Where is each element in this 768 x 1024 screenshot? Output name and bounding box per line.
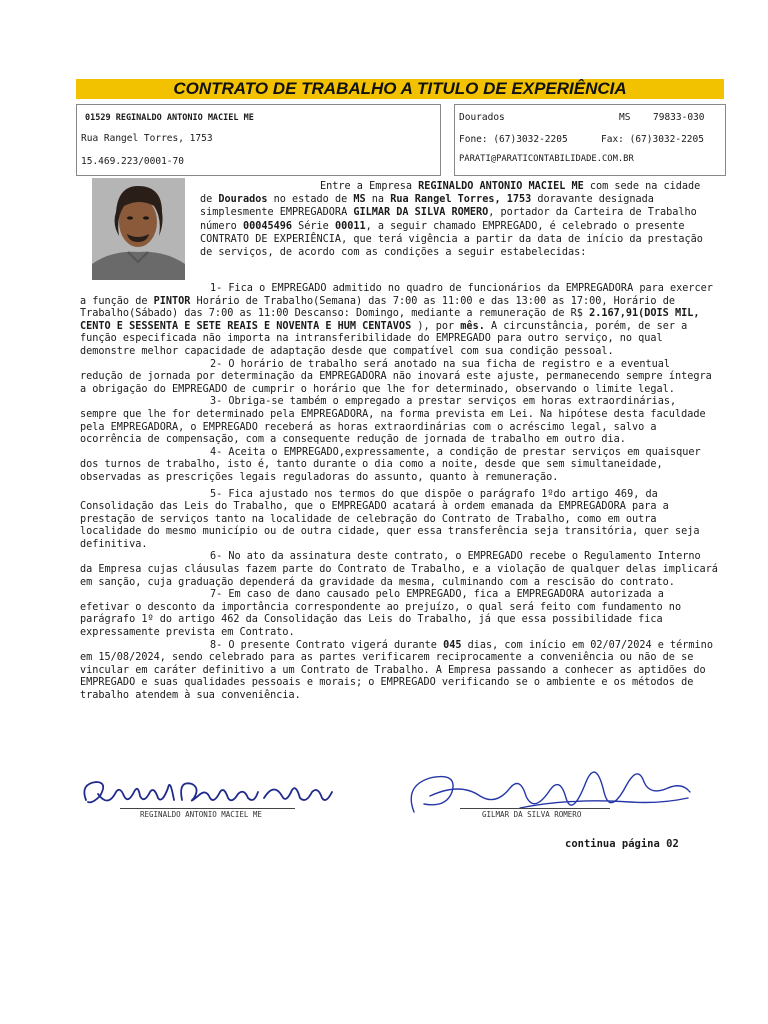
employee-photo — [92, 178, 185, 280]
city: Dourados — [218, 194, 268, 206]
contract-days: 045 — [443, 639, 462, 651]
office-city: Dourados — [459, 112, 505, 123]
employee-signature-name: GILMAR DA SILVA ROMERO — [482, 810, 582, 819]
clause-3: 3- Obriga-se também o empregado a prestar serviços em horas extraordinárias, sempre que lhe for determinado pela EMPREGADORA, na forma prevista em Lei. Na hipótese desta faculdade pela EMPREGADORA, o EMPREGADO receberá as horas extraordinárias com o acréscimo legal, salvo a ocorrência de compensação, com a consequente redução de jornada de trabalho em outro dia. — [80, 396, 706, 446]
salary: 2.167,91(DOIS MIL, CENTO E SESSENTA E SETE REAIS E NOVENTA E HUM CENTAVOS — [80, 308, 700, 332]
clause-6: 6- No ato da assinatura deste contrato, o EMPREGADO recebe o Regulamento Interno da Empresa cujas cláusulas fazem parte do Contrato de Trabalho, e a violação de qualquer delas implicará em sanção, cuja graduação dependerá da gravidade da mesma, culminando com a rescisão do contrato. — [80, 551, 718, 588]
employee-name: GILMAR DA SILVA ROMERO — [353, 207, 489, 219]
office-fax: Fax: (67)3032-2205 — [601, 134, 704, 145]
employer-address: Rua Rangel Torres, 1753 — [81, 133, 213, 144]
ctps-series: 00011 — [334, 220, 366, 232]
clause-5: 5- Fica ajustado nos termos do que dispõe o parágrafo 1ºdo artigo 469, da Consolidação das Leis do Trabalho, que o EMPREGADO acatará à ordem emanada da EMPREGADORA para a prestação de serviços tanto na localidade de celebração do Contrato de Trabalho, como em outra localidade do mesmo município ou de outra cidade, quer essa transferência seja transitória, quer seja definitiva. — [80, 488, 700, 550]
contract-clauses — [80, 283, 718, 703]
employer-name: REGINALDO ANTONIO MACIEL ME — [418, 181, 584, 192]
document-title: CONTRATO DE TRABALHO A TITULO DE EXPERIÊNCIA — [173, 79, 627, 98]
clause-4: 4- Aceita o EMPREGADO,expressamente, a condição de prestar serviços em quaisquer dos turnos de trabalho, isto é, tanto durante o dia como a noite, desde que sem simultaneidade, observadas as prescrições legais reguladoras do assunto, quanto à remuneração. — [80, 446, 701, 483]
contract-intro: Entre a Empresa REGINALDO ANTONIO MACIEL ME com sede na cidade de Dourados no estado de MS na Rua Rangel Torres, 1753 doravante designada simplesmente EMPREGADORA GILMAR DA SILVA ROMERO, portador da Carteira de Trabalho número 00045496 Série 00011, a seguir chamado EMPREGADO, é celebrado o presente CONTRATO DE EXPERIÊNCIA, que terá vigência a partir da data de início da prestação de serviços, de acordo com as condições a seguir estabelecidas: — [200, 181, 703, 259]
office-phone: Fone: (67)3032-2205 — [459, 134, 568, 145]
ctps-number: 00045496 — [242, 220, 293, 232]
employer-code-name: 01529 REGINALDO ANTONIO MACIEL ME — [85, 113, 254, 123]
employer-signature-name: REGINALDO ANTONIO MACIEL ME — [140, 810, 262, 819]
job-function: PINTOR — [153, 295, 191, 307]
continues-page-note: continua página 02 — [565, 838, 679, 850]
clause-7: 7- Em caso de dano causado pelo EMPREGADO, fica a EMPREGADORA autorizada a efetivar o desconto da importância correspondente ao prejuízo, o qual será feito com fundamento no parágrafo 1º do artigo 462 da Consolidação das Leis do Trabalho, já que essa possibilidade fica expressamente prevista em Contrato. — [80, 589, 682, 639]
employer-signature-line — [120, 808, 295, 809]
title-bar — [76, 79, 724, 99]
employee-signature-line — [460, 808, 610, 809]
street: Rua Rangel Torres, 1753 — [390, 194, 532, 206]
clause-2: 2- O horário de trabalho será anotado na sua ficha de registro e a eventual redução de jornada por determinação da EMPREGADORA não inovará este ajuste, permanecendo sempre íntegra a obrigação do EMPREGADO de cumprir o horário que lhe for determinado, observando o limite legal. — [80, 358, 712, 395]
employee-signature — [400, 752, 700, 832]
employer-cnpj: 15.469.223/0001-70 — [81, 156, 184, 167]
state: MS — [353, 194, 366, 206]
office-info-box — [454, 104, 726, 176]
clause-8: 8- O presente Contrato vigerá durante 045 dias, com início em 02/07/2024 e término em 15/08/2024, sendo celebrado para as partes verificarem reciprocamente a conveniência ou não de se vincular em caráter definitivo a um Contrato de Trabalho. A Empresa passando a conhecer as aptidões do EMPREGADO e suas qualidades pessoais e morais; o EMPREGADO verificando se o ambiente e os métodos de trabalho atendem à sua conveniência. — [80, 639, 713, 701]
salary-period: mês. — [460, 320, 485, 332]
clause-1: 1- Fica o EMPREGADO admitido no quadro de funcionários da EMPREGADORA para exercer a função de PINTOR Horário de Trabalho(Semana) das 7:00 as 11:00 e das 13:00 as 17:00, Horário de Trabalho(Sábado) das 7:00 as 11:00 Descanso: Domingo, mediante a remuneração de R$ 2.167,91(DOIS MIL, CENTO E SESSENTA E SETE REAIS E NOVENTA E HUM CENTAVOS ), por mês. A circunstância, porém, de ser a função especificada não importa na intransferibilidade do EMPREGADO para outro serviço, no qual demonstre melhor capacidade de adaptação desde que compatível com sua condição pessoal. — [80, 283, 713, 357]
office-email: PARATI@PARATICONTABILIDADE.COM.BR — [459, 154, 634, 164]
office-state: MS — [619, 112, 631, 123]
office-cep: 79833-030 — [653, 112, 705, 123]
employer-info-box — [76, 104, 441, 176]
